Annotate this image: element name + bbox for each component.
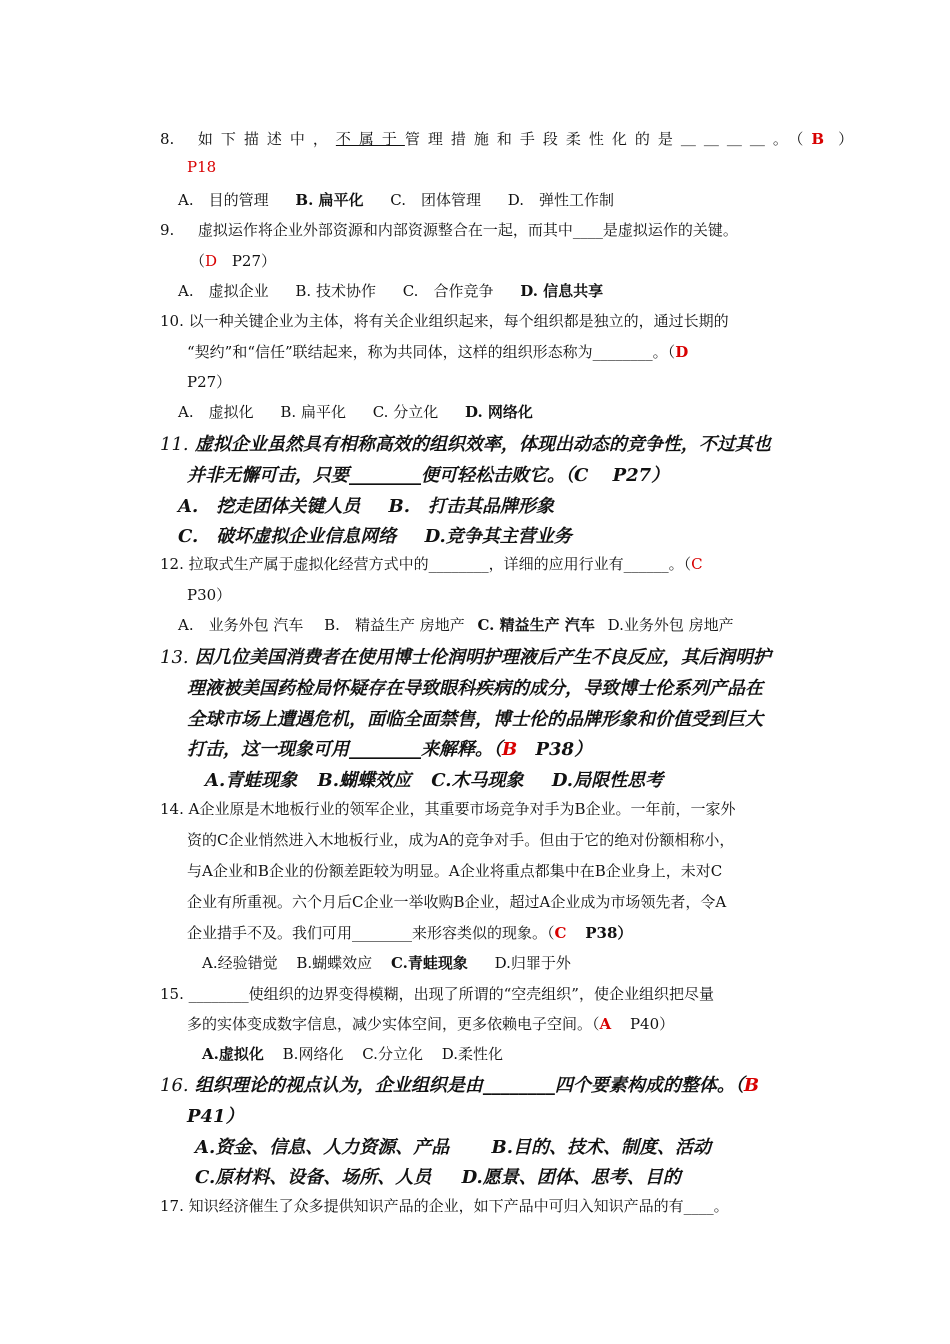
option-a: A.虚拟化 [202,1045,264,1063]
option-a: A.资金、信息、人力资源、产品 [195,1137,450,1158]
question-10-options [178,401,555,422]
question-text: 与A企业和B企业的份额差距较为明显。A企业将重点都集中在B企业身上，未对C [187,862,723,880]
option-b: B.网络化 [282,1045,344,1063]
option-b: B.蝴蝶效应 [317,770,411,791]
option-a: A. 虚拟化 [178,403,254,421]
question-text: 企业有所重视。六个月后C企业一举收购B企业，超过A企业成为市场领先者，令A [187,893,727,911]
option-b: B. 技术协作 [295,282,376,300]
question-text: ________使组织的边界变得模糊，出现了所谓的“空壳组织”，使企业组织把尽量 [188,985,714,1003]
question-14-options [202,952,593,973]
option-b: B.蝴蝶效应 [296,954,373,972]
question-text: 并非无懈可击，只要________便可轻松击败它。（C P27） [187,465,670,486]
question-14-line-2 [187,829,734,850]
option-d: D.业务外包 房地产 [607,616,734,634]
question-15-line-2 [187,1013,674,1034]
question-9-options [178,280,625,301]
question-15-options [202,1043,525,1064]
question-text: 知识经济催生了众多提供知识产品的企业，如下产品中可归入知识产品的有____。 [188,1197,729,1215]
option-b: B. 扁平化 [280,403,346,421]
question-16-page: P41） [187,1106,244,1127]
answer-letter: C [554,924,567,942]
option-d: D.归罪于外 [494,954,571,972]
option-b: B.目的、技术、制度、活动 [491,1137,711,1158]
option-c: C. 破坏虚拟企业信息网络 [178,526,397,547]
question-text: “契约”和“信任”联结起来，称为共同体，这样的组织形态称为________。（ [187,343,676,361]
question-text: 组织理论的视点认为，企业组织是由________四个要素构成的整体。（ [194,1075,744,1096]
question-14-line-4 [187,891,726,912]
question-17-line-1 [160,1195,729,1216]
page-ref: P38） [535,739,593,760]
question-16-options-row-2 [195,1163,703,1189]
question-number: 11. [160,434,189,455]
question-13-line-4 [187,735,592,761]
question-number: 16. [160,1075,189,1096]
question-text: 如下描述中， [197,130,336,148]
option-c: C.木马现象 [431,770,524,791]
page-ref: P38） [585,924,633,942]
question-number: 10. [160,312,184,330]
question-8-options [178,189,636,210]
option-a: A. 业务外包 汽车 [178,616,304,634]
question-14-line-3 [187,860,722,881]
answer-letter: D [675,343,689,361]
question-number: 9. [160,221,175,239]
option-c: C. 精益生产 汽车 [477,616,595,634]
answer-letter: C [691,555,703,573]
option-b: B. 打击其品牌形象 [388,496,554,517]
option-b: B. 扁平化 [295,191,364,209]
question-number: 17. [160,1197,184,1215]
question-10-line-2 [187,341,688,362]
question-text: 资的C企业悄然进入木地板行业，成为A的竞争对手。但由于它的绝对份额相称小， [187,831,735,849]
question-13-line-3 [187,705,763,731]
option-a: A. 挖走团体关键人员 [178,496,361,517]
answer-letter: B [743,1075,760,1096]
question-8-line-1 [160,128,853,149]
question-11-line-1 [160,430,771,456]
option-b: B. 精益生产 房地产 [324,616,465,634]
question-text: A企业原是木地板行业的领军企业，其重要市场竞争对手为B企业。一年前，一家外 [188,800,736,818]
question-10-page: P27） [187,373,232,391]
option-d: D.局限性思考 [551,770,664,791]
question-9-line-1 [160,219,738,240]
question-text: 虚拟运作将企业外部资源和内部资源整合在一起，而其中____是虚拟运作的关键。 [197,221,738,239]
question-15-line-1 [160,983,714,1004]
option-c: C.原材料、设备、场所、人员 [195,1167,432,1188]
question-text: 打击，这一现象可用________来解释。（ [187,739,502,760]
answer-letter: B [811,130,825,148]
question-number: 8. [160,130,175,148]
option-c: C. 合作竞争 [402,282,494,300]
question-16-line-1 [160,1071,759,1097]
question-10-line-1 [160,310,729,331]
question-11-line-2 [187,461,669,487]
option-d: D.愿景、团体、思考、目的 [461,1167,681,1188]
option-a: A. 目的管理 [178,191,269,209]
option-d: D. 网络化 [465,403,533,421]
option-c: C. 分立化 [372,403,439,421]
question-13-line-2 [187,674,763,700]
question-text: 因几位美国消费者在使用博士伦润明护理液后产生不良反应，其后润明护 [194,647,771,668]
question-11-options-row-1 [178,492,576,518]
question-12-line-1 [160,553,703,574]
option-a: A. 虚拟企业 [178,282,269,300]
question-text: 拉取式生产属于虚拟化经营方式中的________，详细的应用行业有______。（ [188,555,692,573]
option-a: A.经验错觉 [202,954,278,972]
option-c: C.分立化 [362,1045,423,1063]
answer-letter: B [502,739,518,760]
question-14-line-1 [160,798,736,819]
question-16-options-row-1 [195,1133,733,1159]
question-text: 管理措施和手段柔性化的是＿＿＿＿。（ [404,130,812,148]
question-number: 12. [160,555,184,573]
answer-letter: A [599,1015,612,1033]
question-text: 企业措手不及。我们可用________来形容类似的现象。（ [187,924,555,942]
option-c: C. 团体管理 [390,191,482,209]
question-13-line-1 [160,643,771,669]
question-number: 15. [160,985,184,1003]
paren: （ [190,252,206,270]
question-text: 多的实体变成数字信息，减少实体空间，更多依赖电子空间。（ [187,1015,600,1033]
question-text: 全球市场上遭遇危机，面临全面禁售，博士伦的品牌形象和价值受到巨大 [187,709,763,730]
question-13-options [205,766,685,792]
option-a: A.青蛙现象 [205,770,298,791]
question-text: 以一种关键企业为主体，将有关企业组织起来，每个组织都是独立的，通过长期的 [188,312,729,330]
option-d: D. 信息共享 [520,282,604,300]
question-number: 13. [160,647,189,668]
question-12-options [178,614,756,635]
question-number: 14. [160,800,184,818]
question-11-options-row-2 [178,522,594,548]
question-text: 虚拟企业虽然具有相称高效的组织效率，体现出动态的竞争性，不过其也 [194,434,771,455]
option-c: C.青蛙现象 [390,954,468,972]
option-d: D.柔性化 [441,1045,503,1063]
answer-letter: D [205,252,218,270]
underlined-text: 不属于 [335,130,405,148]
option-d: D.竞争其主营业务 [424,526,572,547]
question-text: 理液被美国药检局怀疑存在导致眼科疾病的成分，导致博士伦系列产品在 [187,678,763,699]
option-d: D. 弹性工作制 [507,191,615,209]
question-9-answer [190,250,276,271]
question-8-page: P18 [187,158,217,176]
page-ref: P40） [629,1015,675,1033]
page-ref: P27） [231,252,277,270]
question-text: ） [838,130,854,148]
question-14-line-5 [187,922,632,943]
question-12-page: P30） [187,586,232,604]
